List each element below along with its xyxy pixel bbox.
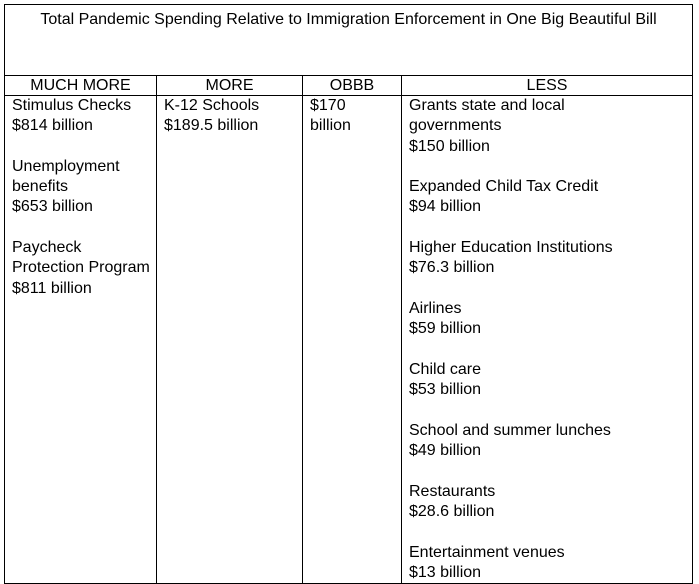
item-name: School and summer lunches bbox=[409, 421, 611, 439]
list-item bbox=[12, 157, 152, 218]
item-name: Paycheck Protection Program bbox=[12, 239, 150, 277]
item-amount: $53 billion bbox=[409, 381, 482, 399]
header-less: LESS bbox=[402, 76, 693, 96]
item-name: Restaurants bbox=[409, 482, 496, 500]
column-obbb bbox=[303, 96, 402, 584]
item-amount: $814 billion bbox=[12, 117, 93, 135]
table-title: Total Pandemic Spending Relative to Immigration Enforcement in One Big Beautiful Bill bbox=[5, 5, 693, 76]
header-row bbox=[5, 76, 693, 96]
list-item bbox=[12, 96, 152, 137]
item-name: Airlines bbox=[409, 299, 462, 317]
item-amount: $811 billion bbox=[12, 279, 92, 297]
list-item bbox=[409, 96, 688, 157]
item-name: Expanded Child Tax Credit bbox=[409, 178, 599, 196]
list-item bbox=[409, 360, 688, 401]
item-name: Child care bbox=[409, 360, 482, 378]
list-item bbox=[409, 421, 688, 462]
list-item bbox=[409, 299, 688, 340]
item-amount: $59 billion bbox=[409, 320, 482, 338]
item-amount: $13 billion bbox=[409, 563, 482, 581]
item-amount: $28.6 billion bbox=[409, 502, 495, 520]
item-amount: $76.3 billion bbox=[409, 259, 495, 277]
header-obbb: OBBB bbox=[303, 76, 402, 96]
body-row bbox=[5, 96, 693, 584]
item-name: K-12 Schools bbox=[164, 97, 260, 114]
list-item bbox=[409, 482, 688, 523]
item-name: Grants state and local governments bbox=[409, 97, 565, 135]
item-name: Higher Education Institutions bbox=[409, 239, 613, 257]
list-item bbox=[164, 96, 298, 137]
item-name: Unemployment benefits bbox=[12, 157, 120, 196]
spending-comparison-table bbox=[4, 4, 693, 584]
list-item bbox=[409, 238, 688, 279]
item-amount: $170 billion bbox=[310, 97, 351, 135]
list-item bbox=[310, 96, 397, 137]
item-amount: $150 billion bbox=[409, 137, 490, 155]
list-item bbox=[409, 177, 688, 218]
list-item bbox=[12, 238, 152, 299]
column-less bbox=[402, 96, 693, 584]
item-name: Stimulus Checks bbox=[12, 97, 132, 114]
header-much-more: MUCH MORE bbox=[5, 76, 157, 96]
header-more: MORE bbox=[157, 76, 303, 96]
column-much-more bbox=[5, 96, 157, 584]
list-item bbox=[409, 543, 688, 584]
item-name: Entertainment venues bbox=[409, 543, 565, 561]
item-amount: $189.5 billion bbox=[164, 117, 259, 135]
title-row bbox=[5, 5, 693, 76]
item-amount: $653 billion bbox=[12, 198, 93, 216]
item-amount: $94 billion bbox=[409, 198, 482, 216]
item-amount: $49 billion bbox=[409, 442, 482, 460]
column-more bbox=[157, 96, 303, 584]
